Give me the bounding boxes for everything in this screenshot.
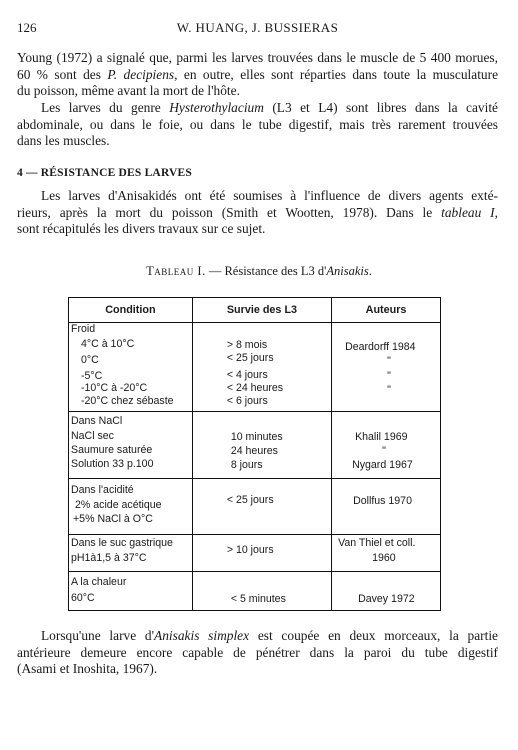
page-number: 126 bbox=[17, 20, 37, 35]
text-line: dans les muscles. bbox=[17, 133, 110, 149]
auteurs-cell: Dollfus 1970 bbox=[332, 479, 441, 535]
table-reference: tableau I bbox=[441, 204, 495, 220]
survie-cell: > 8 mois < 25 jours < 4 jours < 24 heures < 6 jours bbox=[192, 323, 331, 412]
text-line: antérieure demeure encore capable de pénétrer dans la paroi du tube digestif bbox=[17, 644, 498, 660]
paragraph-young bbox=[17, 50, 498, 100]
table-label: Tableau I. bbox=[146, 264, 206, 278]
condition-cell: Dans NaCl NaCl sec Saumure saturée Solution 33 p.100 bbox=[69, 412, 193, 479]
table-row bbox=[69, 412, 441, 479]
running-header-authors: W. HUANG, J. BUSSIERAS bbox=[176, 20, 339, 35]
table-row bbox=[69, 535, 441, 572]
header-survie: Survie des L3 bbox=[192, 298, 331, 323]
text-line: Les larves du genre Hysterothylacium (L3 et L4) sont libres dans la cavité bbox=[41, 100, 498, 115]
table-caption: Tableau I. — Résistance des L3 d'Anisakis. bbox=[146, 264, 372, 278]
condition-cell: Dans l'acidité 2% acide acétique +5% NaCl à O°C bbox=[69, 479, 193, 535]
species-name: Anisakis simplex bbox=[154, 628, 250, 643]
header-auteurs: Auteurs bbox=[332, 298, 441, 323]
paragraph-resistance bbox=[17, 188, 498, 238]
text-line: abdominale, ou dans le foie, ou dans le tube digestif, mais très rarement trouvées bbox=[17, 116, 498, 132]
condition-cell: Froid 4°C à 10°C 0°C -5°C -10°C à -20°C -20°C chez sébaste bbox=[69, 323, 193, 412]
text-line: Les larves d'Anisakidés ont été soumises à l'influence de divers agents exté- bbox=[41, 188, 498, 203]
text-line: sont récapitulés les divers travaux sur ce sujet. bbox=[17, 221, 266, 237]
auteurs-cell: Deardorff 1984 " " " bbox=[332, 323, 441, 412]
section-heading: 4 — RÉSISTANCE DES LARVES bbox=[17, 167, 193, 179]
survie-cell: < 5 minutes bbox=[192, 572, 331, 611]
table-row bbox=[69, 572, 441, 611]
text-line: 60 % sont des P. decipiens, en outre, elles sont réparties dans toute la musculature bbox=[17, 66, 499, 82]
survie-cell: 10 minutes 24 heures 8 jours bbox=[192, 412, 331, 479]
auteurs-cell: Davey 1972 bbox=[332, 572, 441, 611]
auteurs-cell: Khalil 1969 " Nygard 1967 bbox=[332, 412, 441, 479]
paragraph-anisakis-simplex bbox=[17, 628, 498, 678]
text-line: Young (1972) a signalé que, parmi les larves trouvées dans le muscle de 5 400 morues, bbox=[17, 50, 498, 65]
condition-cell: A la chaleur 60°C bbox=[69, 572, 193, 611]
text-line: rieurs, après la mort du poisson (Smith et Wootten, 1978). Dans le tableau I, bbox=[17, 204, 498, 220]
table-header-row bbox=[69, 298, 441, 323]
resistance-table bbox=[68, 297, 441, 611]
running-header bbox=[17, 20, 498, 36]
survie-cell: > 10 jours bbox=[192, 535, 331, 572]
header-condition: Condition bbox=[69, 298, 193, 323]
condition-cell: Dans le suc gastrique pH1à1,5 à 37°C bbox=[69, 535, 193, 572]
caption-genus: Anisakis bbox=[326, 264, 369, 278]
survie-cell: < 25 jours bbox=[192, 479, 331, 535]
paragraph-hysterothylacium bbox=[17, 100, 498, 150]
genus-name: Hysterothylacium bbox=[169, 100, 264, 115]
text-line: du poisson, même avant la mort de l'hôte. bbox=[17, 83, 240, 99]
table-row bbox=[69, 323, 441, 412]
text-line: (Asami et Inoshita, 1967). bbox=[17, 661, 158, 677]
species-name: P. decipiens bbox=[107, 66, 175, 82]
auteurs-cell: Van Thiel et coll. 1960 bbox=[332, 535, 441, 572]
text-line: Lorsqu'une larve d'Anisakis simplex est coupée en deux morceaux, la partie bbox=[41, 628, 499, 643]
table-row bbox=[69, 479, 441, 535]
